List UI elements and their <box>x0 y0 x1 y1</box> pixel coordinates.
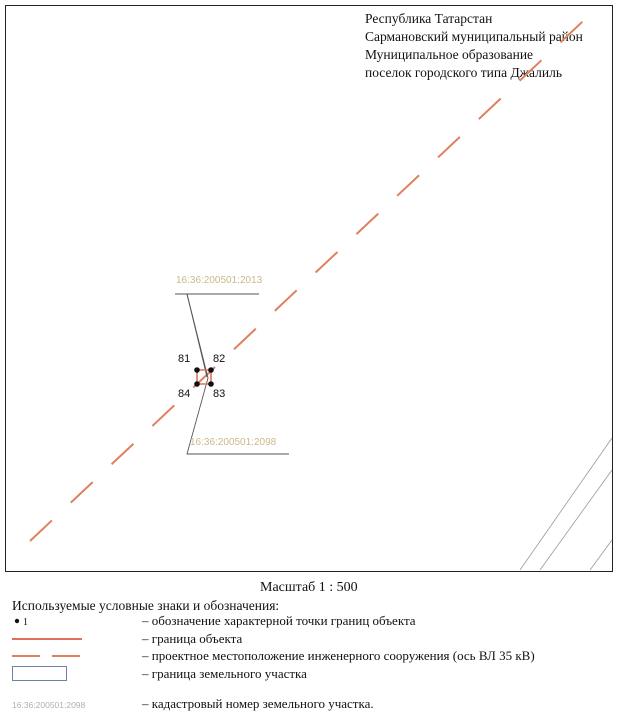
scale-label: Масштаб 1 : 500 <box>260 580 358 595</box>
power-line-axis <box>30 8 597 541</box>
point-83 <box>208 381 214 387</box>
parcel-boundary-2013 <box>175 294 289 454</box>
point-label-84: 84 <box>178 388 191 400</box>
legend-parcel-boundary-symbol <box>13 667 67 681</box>
region-line-4: поселок городского типа Джалиль <box>365 65 562 80</box>
point-82 <box>208 367 214 373</box>
point-label-82: 82 <box>213 353 226 365</box>
region-heading <box>365 11 583 80</box>
point-label-81: 81 <box>178 353 191 365</box>
legend-point-number: 1 <box>23 617 28 628</box>
region-line-2: Сармановский муниципальный район <box>365 29 583 44</box>
legend-point-symbol <box>15 619 19 623</box>
legend-item-text: – обозначение характерной точки границ объекта <box>142 613 416 628</box>
cadastral-label-2098: 16:36:200501:2098 <box>190 437 277 448</box>
point-label-83: 83 <box>213 388 226 400</box>
parcel-boundaries <box>175 294 289 454</box>
legend-item-text: – граница земельного участка <box>142 666 307 681</box>
region-line-3: Муниципальное образование <box>365 47 534 62</box>
neighbor-parcel-lines <box>520 438 612 570</box>
point-84 <box>194 381 200 387</box>
legend-title: Используемые условные знаки и обозначения: <box>12 598 280 613</box>
legend-cadastral-sample: 16:36:200501:2098 <box>12 700 86 710</box>
legend-item-text: – проектное местоположение инженерного сооружения (ось ВЛ 35 кВ) <box>142 648 535 663</box>
neighbor-parcel-line <box>590 540 612 570</box>
cadastral-label-2013: 16:36:200501:2013 <box>176 275 263 286</box>
map-frame <box>6 6 613 572</box>
legend <box>12 598 535 711</box>
point-81 <box>194 367 200 373</box>
neighbor-parcel-line <box>520 438 612 570</box>
region-line-1: Республика Татарстан <box>365 11 493 26</box>
legend-item-text: – кадастровый номер земельного участка. <box>142 696 374 711</box>
legend-item-text: – граница объекта <box>142 631 243 646</box>
